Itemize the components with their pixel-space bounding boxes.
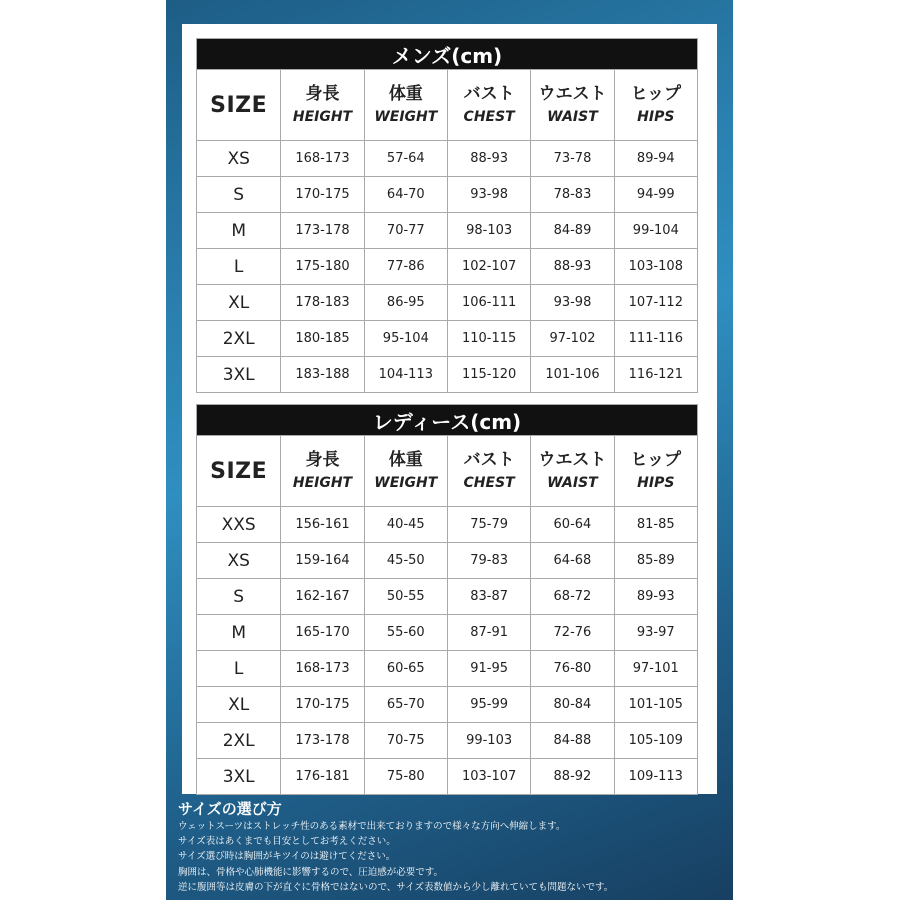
measurement-cell: 79-83 — [447, 543, 530, 579]
measurement-cell: 73-78 — [531, 141, 614, 177]
measurement-cell: 81-85 — [614, 507, 697, 543]
table-row — [197, 213, 698, 249]
size-cell: L — [197, 249, 281, 285]
measurement-cell: 88-93 — [531, 249, 614, 285]
column-header-jp: 身長 — [305, 450, 340, 470]
table-title: レディース(cm) — [197, 405, 698, 436]
size-guide-line: 胸囲は、骨格や心肺機能に影響するので、圧迫感が必要です。 — [178, 866, 444, 878]
measurement-cell: 84-88 — [531, 723, 614, 759]
size-cell: S — [197, 579, 281, 615]
measurement-cell: 176-181 — [281, 759, 364, 795]
column-header-weight — [364, 70, 447, 141]
column-header-jp: ウエスト — [538, 84, 607, 104]
column-header-en: HIPS — [637, 475, 675, 491]
measurement-cell: 95-99 — [447, 687, 530, 723]
size-cell: M — [197, 615, 281, 651]
column-header-jp: バスト — [463, 450, 515, 470]
table-title-row — [197, 405, 698, 436]
column-header-en: WEIGHT — [374, 109, 438, 125]
table-row — [197, 543, 698, 579]
measurement-cell: 57-64 — [364, 141, 447, 177]
measurement-cell: 168-173 — [281, 141, 364, 177]
measurement-cell: 107-112 — [614, 285, 697, 321]
measurement-cell: 75-80 — [364, 759, 447, 795]
header-row — [197, 70, 698, 141]
measurement-cell: 64-70 — [364, 177, 447, 213]
column-header-jp: 身長 — [305, 84, 340, 104]
header-row — [197, 436, 698, 507]
size-cell: XXS — [197, 507, 281, 543]
size-column-header: SIZE — [197, 70, 281, 141]
table-row — [197, 759, 698, 795]
measurement-cell: 89-93 — [614, 579, 697, 615]
table-row — [197, 249, 698, 285]
measurement-cell: 101-105 — [614, 687, 697, 723]
measurement-cell: 159-164 — [281, 543, 364, 579]
measurement-cell: 91-95 — [447, 651, 530, 687]
measurement-cell: 80-84 — [531, 687, 614, 723]
size-cell: XS — [197, 141, 281, 177]
table-title: メンズ(cm) — [197, 39, 698, 70]
column-header-chest — [447, 70, 530, 141]
measurement-cell: 87-91 — [447, 615, 530, 651]
size-guide-line: サイズ表はあくまでも目安としてお考えください。 — [178, 836, 396, 848]
measurement-cell: 68-72 — [531, 579, 614, 615]
measurement-cell: 88-93 — [447, 141, 530, 177]
size-guide-line: サイズ選び時は胸囲がキツイのは避けてください。 — [178, 851, 396, 863]
measurement-cell: 173-178 — [281, 213, 364, 249]
column-header-jp: ヒップ — [630, 450, 682, 470]
measurement-cell: 99-104 — [614, 213, 697, 249]
measurement-cell: 88-92 — [531, 759, 614, 795]
table-row — [197, 321, 698, 357]
size-cell: XL — [197, 285, 281, 321]
mens-size-table — [196, 38, 698, 393]
measurement-cell: 109-113 — [614, 759, 697, 795]
column-header-waist — [531, 436, 614, 507]
column-header-en: WEIGHT — [374, 475, 438, 491]
measurement-cell: 175-180 — [281, 249, 364, 285]
measurement-cell: 70-77 — [364, 213, 447, 249]
measurement-cell: 98-103 — [447, 213, 530, 249]
table-row — [197, 507, 698, 543]
measurement-cell: 173-178 — [281, 723, 364, 759]
column-header-waist — [531, 70, 614, 141]
column-header-height — [281, 70, 364, 141]
measurement-cell: 170-175 — [281, 177, 364, 213]
table-row — [197, 141, 698, 177]
measurement-cell: 55-60 — [364, 615, 447, 651]
measurement-cell: 78-83 — [531, 177, 614, 213]
womens-size-table — [196, 404, 698, 795]
column-header-jp: 体重 — [388, 450, 423, 470]
column-header-jp: ヒップ — [630, 84, 682, 104]
measurement-cell: 165-170 — [281, 615, 364, 651]
measurement-cell: 168-173 — [281, 651, 364, 687]
size-cell: XL — [197, 687, 281, 723]
measurement-cell: 64-68 — [531, 543, 614, 579]
column-header-jp: ウエスト — [538, 450, 607, 470]
column-header-en: HEIGHT — [292, 475, 353, 491]
column-header-height — [281, 436, 364, 507]
measurement-cell: 110-115 — [447, 321, 530, 357]
measurement-cell: 103-107 — [447, 759, 530, 795]
measurement-cell: 89-94 — [614, 141, 697, 177]
table-row — [197, 723, 698, 759]
table-row — [197, 177, 698, 213]
measurement-cell: 105-109 — [614, 723, 697, 759]
table-title-row — [197, 39, 698, 70]
table-row — [197, 687, 698, 723]
measurement-cell: 40-45 — [364, 507, 447, 543]
size-guide-title: サイズの選び方 — [178, 800, 282, 818]
measurement-cell: 93-98 — [531, 285, 614, 321]
measurement-cell: 102-107 — [447, 249, 530, 285]
measurement-cell: 75-79 — [447, 507, 530, 543]
measurement-cell: 86-95 — [364, 285, 447, 321]
measurement-cell: 101-106 — [531, 357, 614, 393]
size-cell: 3XL — [197, 759, 281, 795]
measurement-cell: 83-87 — [447, 579, 530, 615]
measurement-cell: 45-50 — [364, 543, 447, 579]
column-header-weight — [364, 436, 447, 507]
size-cell: M — [197, 213, 281, 249]
size-guide — [178, 800, 718, 895]
measurement-cell: 99-103 — [447, 723, 530, 759]
measurement-cell: 97-101 — [614, 651, 697, 687]
size-cell: 3XL — [197, 357, 281, 393]
measurement-cell: 180-185 — [281, 321, 364, 357]
background-panel — [166, 0, 733, 900]
size-chart-sheet — [182, 24, 717, 794]
measurement-cell: 70-75 — [364, 723, 447, 759]
table-row — [197, 615, 698, 651]
size-cell: 2XL — [197, 723, 281, 759]
measurement-cell: 115-120 — [447, 357, 530, 393]
column-header-hips — [614, 70, 697, 141]
measurement-cell: 116-121 — [614, 357, 697, 393]
measurement-cell: 77-86 — [364, 249, 447, 285]
measurement-cell: 85-89 — [614, 543, 697, 579]
measurement-cell: 84-89 — [531, 213, 614, 249]
measurement-cell: 170-175 — [281, 687, 364, 723]
measurement-cell: 95-104 — [364, 321, 447, 357]
measurement-cell: 106-111 — [447, 285, 530, 321]
table-row — [197, 357, 698, 393]
measurement-cell: 97-102 — [531, 321, 614, 357]
measurement-cell: 111-116 — [614, 321, 697, 357]
column-header-chest — [447, 436, 530, 507]
table-row — [197, 285, 698, 321]
size-column-header: SIZE — [197, 436, 281, 507]
measurement-cell: 72-76 — [531, 615, 614, 651]
measurement-cell: 76-80 — [531, 651, 614, 687]
column-header-en: CHEST — [463, 109, 515, 125]
size-guide-line: ウェットスーツはストレッチ性のある素材で出来ておりますので様々な方向へ伸縮します。 — [178, 821, 566, 832]
measurement-cell: 93-97 — [614, 615, 697, 651]
measurement-cell: 60-64 — [531, 507, 614, 543]
column-header-en: HEIGHT — [292, 109, 353, 125]
measurement-cell: 162-167 — [281, 579, 364, 615]
column-header-en: WAIST — [547, 475, 598, 491]
size-cell: XS — [197, 543, 281, 579]
measurement-cell: 50-55 — [364, 579, 447, 615]
table-row — [197, 651, 698, 687]
measurement-cell: 156-161 — [281, 507, 364, 543]
size-cell: S — [197, 177, 281, 213]
measurement-cell: 178-183 — [281, 285, 364, 321]
measurement-cell: 183-188 — [281, 357, 364, 393]
column-header-en: HIPS — [637, 109, 675, 125]
size-cell: 2XL — [197, 321, 281, 357]
column-header-en: WAIST — [547, 109, 598, 125]
size-cell: L — [197, 651, 281, 687]
column-header-hips — [614, 436, 697, 507]
measurement-cell: 104-113 — [364, 357, 447, 393]
column-header-en: CHEST — [463, 475, 515, 491]
measurement-cell: 65-70 — [364, 687, 447, 723]
table-row — [197, 579, 698, 615]
column-header-jp: 体重 — [388, 84, 423, 104]
size-guide-line: 逆に腹囲等は皮膚の下が直ぐに骨格ではないので、サイズ表数値から少し離れていても問題ないです。 — [178, 881, 614, 893]
measurement-cell: 93-98 — [447, 177, 530, 213]
measurement-cell: 94-99 — [614, 177, 697, 213]
measurement-cell: 103-108 — [614, 249, 697, 285]
column-header-jp: バスト — [463, 84, 515, 104]
measurement-cell: 60-65 — [364, 651, 447, 687]
